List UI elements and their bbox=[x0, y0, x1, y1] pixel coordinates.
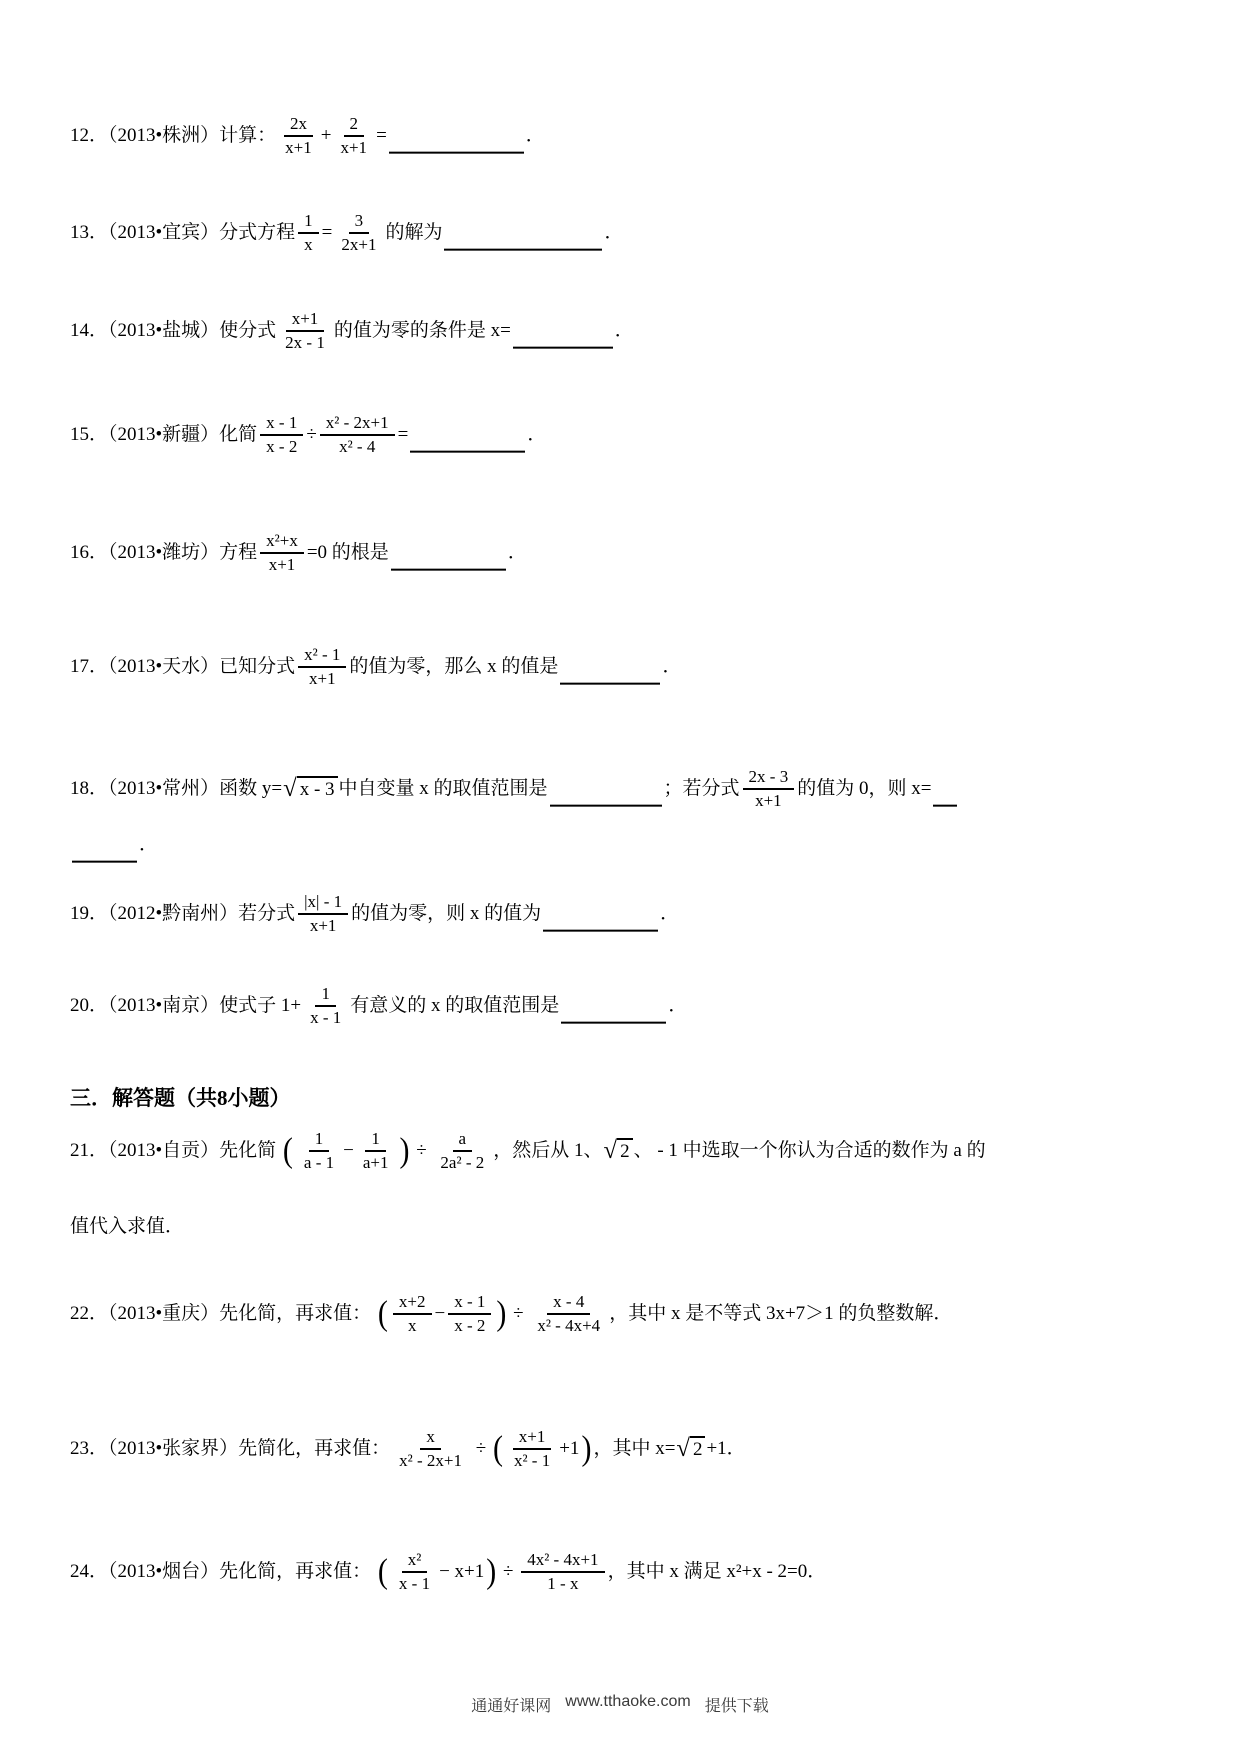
math-text: +1 bbox=[559, 1438, 580, 1460]
math-text: ． bbox=[668, 995, 688, 1017]
answer-blank bbox=[410, 431, 525, 453]
denominator: x+1 bbox=[340, 138, 368, 158]
denominator: x - 1 bbox=[398, 1574, 431, 1594]
math-text: ÷ bbox=[411, 1140, 432, 1162]
problem-statement: 20．（2013•南京）使式子 1+ bbox=[70, 995, 302, 1017]
parenthesis: ) bbox=[581, 1429, 592, 1468]
numerator: x bbox=[420, 1426, 441, 1450]
fraction bbox=[304, 983, 347, 1029]
answer-blank bbox=[513, 327, 613, 349]
problem-13 bbox=[70, 210, 624, 256]
fraction bbox=[393, 1549, 436, 1595]
problem-21-line-1 bbox=[70, 1128, 986, 1174]
denominator: x+1 bbox=[309, 916, 337, 936]
problem-16 bbox=[70, 530, 527, 576]
math-text: − bbox=[434, 1303, 446, 1325]
math-text: ÷ bbox=[508, 1303, 529, 1325]
problem-23 bbox=[70, 1426, 746, 1472]
fraction bbox=[448, 1291, 491, 1337]
fraction bbox=[260, 412, 303, 458]
math-text: 的值为零，那么 x 的值是 bbox=[349, 656, 559, 678]
problem-statement: 14．（2013•盐城）使分式 bbox=[70, 320, 277, 342]
math-text: = bbox=[397, 424, 409, 446]
problem-statement: 23．（2013•张家界）先简化，再求值： bbox=[70, 1438, 391, 1460]
answer-blank bbox=[933, 785, 957, 807]
denominator: x² - 4 bbox=[339, 437, 376, 457]
footer-url: www.tthaoke.com bbox=[565, 1693, 691, 1710]
math-text: 的解为 bbox=[385, 222, 443, 244]
sqrt-expression bbox=[604, 1138, 633, 1164]
numerator: 1 bbox=[365, 1128, 386, 1152]
fraction bbox=[298, 1128, 340, 1174]
problem-statement: 15．（2013•新疆）化简 bbox=[70, 424, 258, 446]
fraction bbox=[298, 210, 319, 256]
problem-statement: 19．（2012•黔南州）若分式 bbox=[70, 903, 296, 925]
problem-18-line-1 bbox=[70, 766, 959, 812]
sqrt-expression bbox=[676, 1436, 705, 1462]
numerator: |x| - 1 bbox=[298, 891, 348, 915]
sqrt-expression bbox=[283, 776, 337, 802]
answer-blank bbox=[543, 910, 658, 932]
answer-blank bbox=[444, 229, 602, 251]
fraction bbox=[279, 308, 331, 354]
numerator: 1 bbox=[298, 210, 319, 234]
math-text: ，然后从 1、 bbox=[493, 1140, 603, 1162]
math-text: ． bbox=[527, 424, 547, 446]
fraction bbox=[393, 1291, 432, 1337]
answer-blank bbox=[561, 1002, 666, 1024]
footer-site-name: 通通好课网 bbox=[471, 1698, 552, 1715]
numerator: x - 1 bbox=[260, 412, 303, 436]
math-text: ，其中 x= bbox=[593, 1438, 676, 1460]
math-text: ，其中 x 满足 x²+x - 2=0． bbox=[607, 1561, 827, 1583]
fraction bbox=[334, 113, 373, 159]
denominator: x - 2 bbox=[266, 437, 298, 457]
problem-21-line-2 bbox=[70, 1215, 184, 1239]
fraction bbox=[320, 412, 395, 458]
fraction bbox=[434, 1128, 490, 1174]
section-heading: 三．解答题（共8小题） bbox=[70, 1086, 291, 1110]
numerator: x² - 2x+1 bbox=[320, 412, 395, 436]
problem-18-line-2 bbox=[70, 833, 158, 857]
problem-15 bbox=[70, 412, 546, 458]
numerator: x² bbox=[402, 1549, 428, 1573]
problem-statement: 值代入求值． bbox=[70, 1216, 185, 1237]
math-text: ． bbox=[507, 542, 527, 564]
problem-statement: 18．（2013•常州）函数 y= bbox=[70, 778, 283, 800]
fraction bbox=[260, 530, 304, 576]
math-text: ． bbox=[525, 125, 545, 147]
denominator: a+1 bbox=[362, 1153, 389, 1173]
parenthesis: ( bbox=[377, 1294, 388, 1333]
math-text: 中自变量 x 的取值范围是 bbox=[338, 778, 548, 800]
math-text: ；若分式 bbox=[663, 778, 740, 800]
parenthesis: ( bbox=[282, 1131, 293, 1170]
problem-statement: 24．（2013•烟台）先化简，再求值： bbox=[70, 1561, 376, 1583]
numerator: 2x - 3 bbox=[743, 766, 795, 790]
fraction bbox=[393, 1426, 468, 1472]
parenthesis: ( bbox=[492, 1429, 503, 1468]
numerator: x+2 bbox=[393, 1291, 432, 1315]
math-text: 有意义的 x 的取值范围是 bbox=[350, 995, 560, 1017]
radical-icon: √ bbox=[283, 775, 297, 803]
numerator: x+1 bbox=[513, 1426, 552, 1450]
math-text: ÷ bbox=[498, 1561, 519, 1583]
parenthesis: ) bbox=[486, 1552, 497, 1591]
denominator: x - 1 bbox=[310, 1008, 342, 1028]
problem-statement: 21．（2013•自贡）先化简 bbox=[70, 1140, 281, 1162]
problem-statement: 12．（2013•株洲）计算： bbox=[70, 125, 277, 147]
denominator: x+1 bbox=[755, 791, 782, 811]
radicand: 2 bbox=[690, 1436, 706, 1462]
answer-blank bbox=[389, 132, 524, 154]
denominator: x² - 4x+4 bbox=[537, 1316, 601, 1336]
problem-statement: 22．（2013•重庆）先化简，再求值： bbox=[70, 1303, 376, 1325]
answer-blank bbox=[560, 663, 660, 685]
denominator: 2x+1 bbox=[341, 235, 377, 255]
numerator: x - 4 bbox=[547, 1291, 590, 1315]
denominator: x+1 bbox=[308, 669, 336, 689]
denominator: 1 - x bbox=[547, 1574, 579, 1594]
numerator: 4x² - 4x+1 bbox=[521, 1549, 604, 1573]
fraction bbox=[335, 210, 382, 256]
radicand: 2 bbox=[617, 1138, 633, 1164]
fraction bbox=[279, 113, 318, 159]
math-text: = bbox=[376, 125, 387, 147]
parenthesis: ) bbox=[496, 1294, 507, 1333]
numerator: a bbox=[453, 1128, 473, 1152]
math-text: ，其中 x 是不等式 3x+7＞1 的负整数解． bbox=[609, 1303, 953, 1325]
fraction bbox=[357, 1128, 395, 1174]
answer-blank bbox=[391, 549, 506, 571]
denominator: 2a² - 2 bbox=[440, 1153, 485, 1173]
math-text: 、 - 1 中选取一个你认为合适的数作为 a 的 bbox=[633, 1140, 986, 1162]
parenthesis: ) bbox=[399, 1131, 410, 1170]
denominator: x+1 bbox=[268, 555, 296, 575]
fraction bbox=[298, 644, 346, 690]
math-text: + bbox=[320, 125, 332, 147]
fraction bbox=[298, 891, 348, 937]
math-text: 的值为零的条件是 x= bbox=[333, 320, 511, 342]
math-text: ÷ bbox=[471, 1438, 491, 1460]
problem-statement: 16．（2013•潍坊）方程 bbox=[70, 542, 258, 564]
numerator: x² - 1 bbox=[298, 644, 346, 668]
problem-20 bbox=[70, 983, 687, 1029]
math-text: − x+1 bbox=[439, 1561, 485, 1583]
numerator: 2 bbox=[344, 113, 365, 137]
fraction bbox=[531, 1291, 606, 1337]
answer-blank bbox=[72, 841, 137, 863]
fraction bbox=[508, 1426, 556, 1472]
problem-statement: 17．（2013•天水）已知分式 bbox=[70, 656, 296, 678]
denominator: a - 1 bbox=[303, 1153, 335, 1173]
fraction bbox=[521, 1549, 604, 1595]
fraction bbox=[743, 766, 795, 812]
problem-19 bbox=[70, 891, 679, 937]
parenthesis: ( bbox=[377, 1552, 388, 1591]
math-text: =0 的根是 bbox=[306, 542, 389, 564]
denominator: 2x - 1 bbox=[285, 333, 325, 353]
math-text: 的值为零，则 x 的值为 bbox=[351, 903, 542, 925]
numerator: 1 bbox=[315, 983, 336, 1007]
numerator: 2x bbox=[284, 113, 313, 137]
numerator: x+1 bbox=[286, 308, 325, 332]
math-text: = bbox=[321, 222, 333, 244]
numerator: 3 bbox=[349, 210, 370, 234]
problem-14 bbox=[70, 308, 634, 354]
numerator: x - 1 bbox=[448, 1291, 491, 1315]
denominator: x² - 2x+1 bbox=[399, 1451, 463, 1471]
denominator: x+1 bbox=[285, 138, 312, 158]
numerator: 1 bbox=[309, 1128, 330, 1152]
problem-12 bbox=[70, 113, 545, 159]
page-footer bbox=[0, 1693, 1240, 1716]
footer-download-note: 提供下载 bbox=[704, 1698, 769, 1715]
problem-24 bbox=[70, 1549, 826, 1595]
denominator: x bbox=[407, 1316, 417, 1336]
denominator: x - 2 bbox=[454, 1316, 486, 1336]
math-text: ． bbox=[614, 320, 634, 342]
problem-statement: 13．（2013•宜宾）分式方程 bbox=[70, 222, 296, 244]
numerator: x²+x bbox=[260, 530, 304, 554]
radicand: x - 3 bbox=[297, 776, 338, 802]
radical-icon: √ bbox=[603, 1137, 618, 1165]
radical-icon: √ bbox=[676, 1435, 690, 1463]
problem-22 bbox=[70, 1291, 952, 1337]
math-text: ． bbox=[604, 222, 624, 244]
math-text: ． bbox=[662, 656, 682, 678]
problem-17 bbox=[70, 644, 681, 690]
math-text: +1． bbox=[706, 1438, 746, 1460]
math-text: − bbox=[343, 1140, 354, 1162]
math-text: ． bbox=[660, 903, 680, 925]
math-text: 的值为 0，则 x= bbox=[797, 778, 932, 800]
math-text: ． bbox=[139, 834, 159, 855]
denominator: x bbox=[304, 235, 313, 255]
math-text: ÷ bbox=[306, 424, 317, 446]
denominator: x² - 1 bbox=[513, 1451, 551, 1471]
answer-blank bbox=[550, 785, 662, 807]
